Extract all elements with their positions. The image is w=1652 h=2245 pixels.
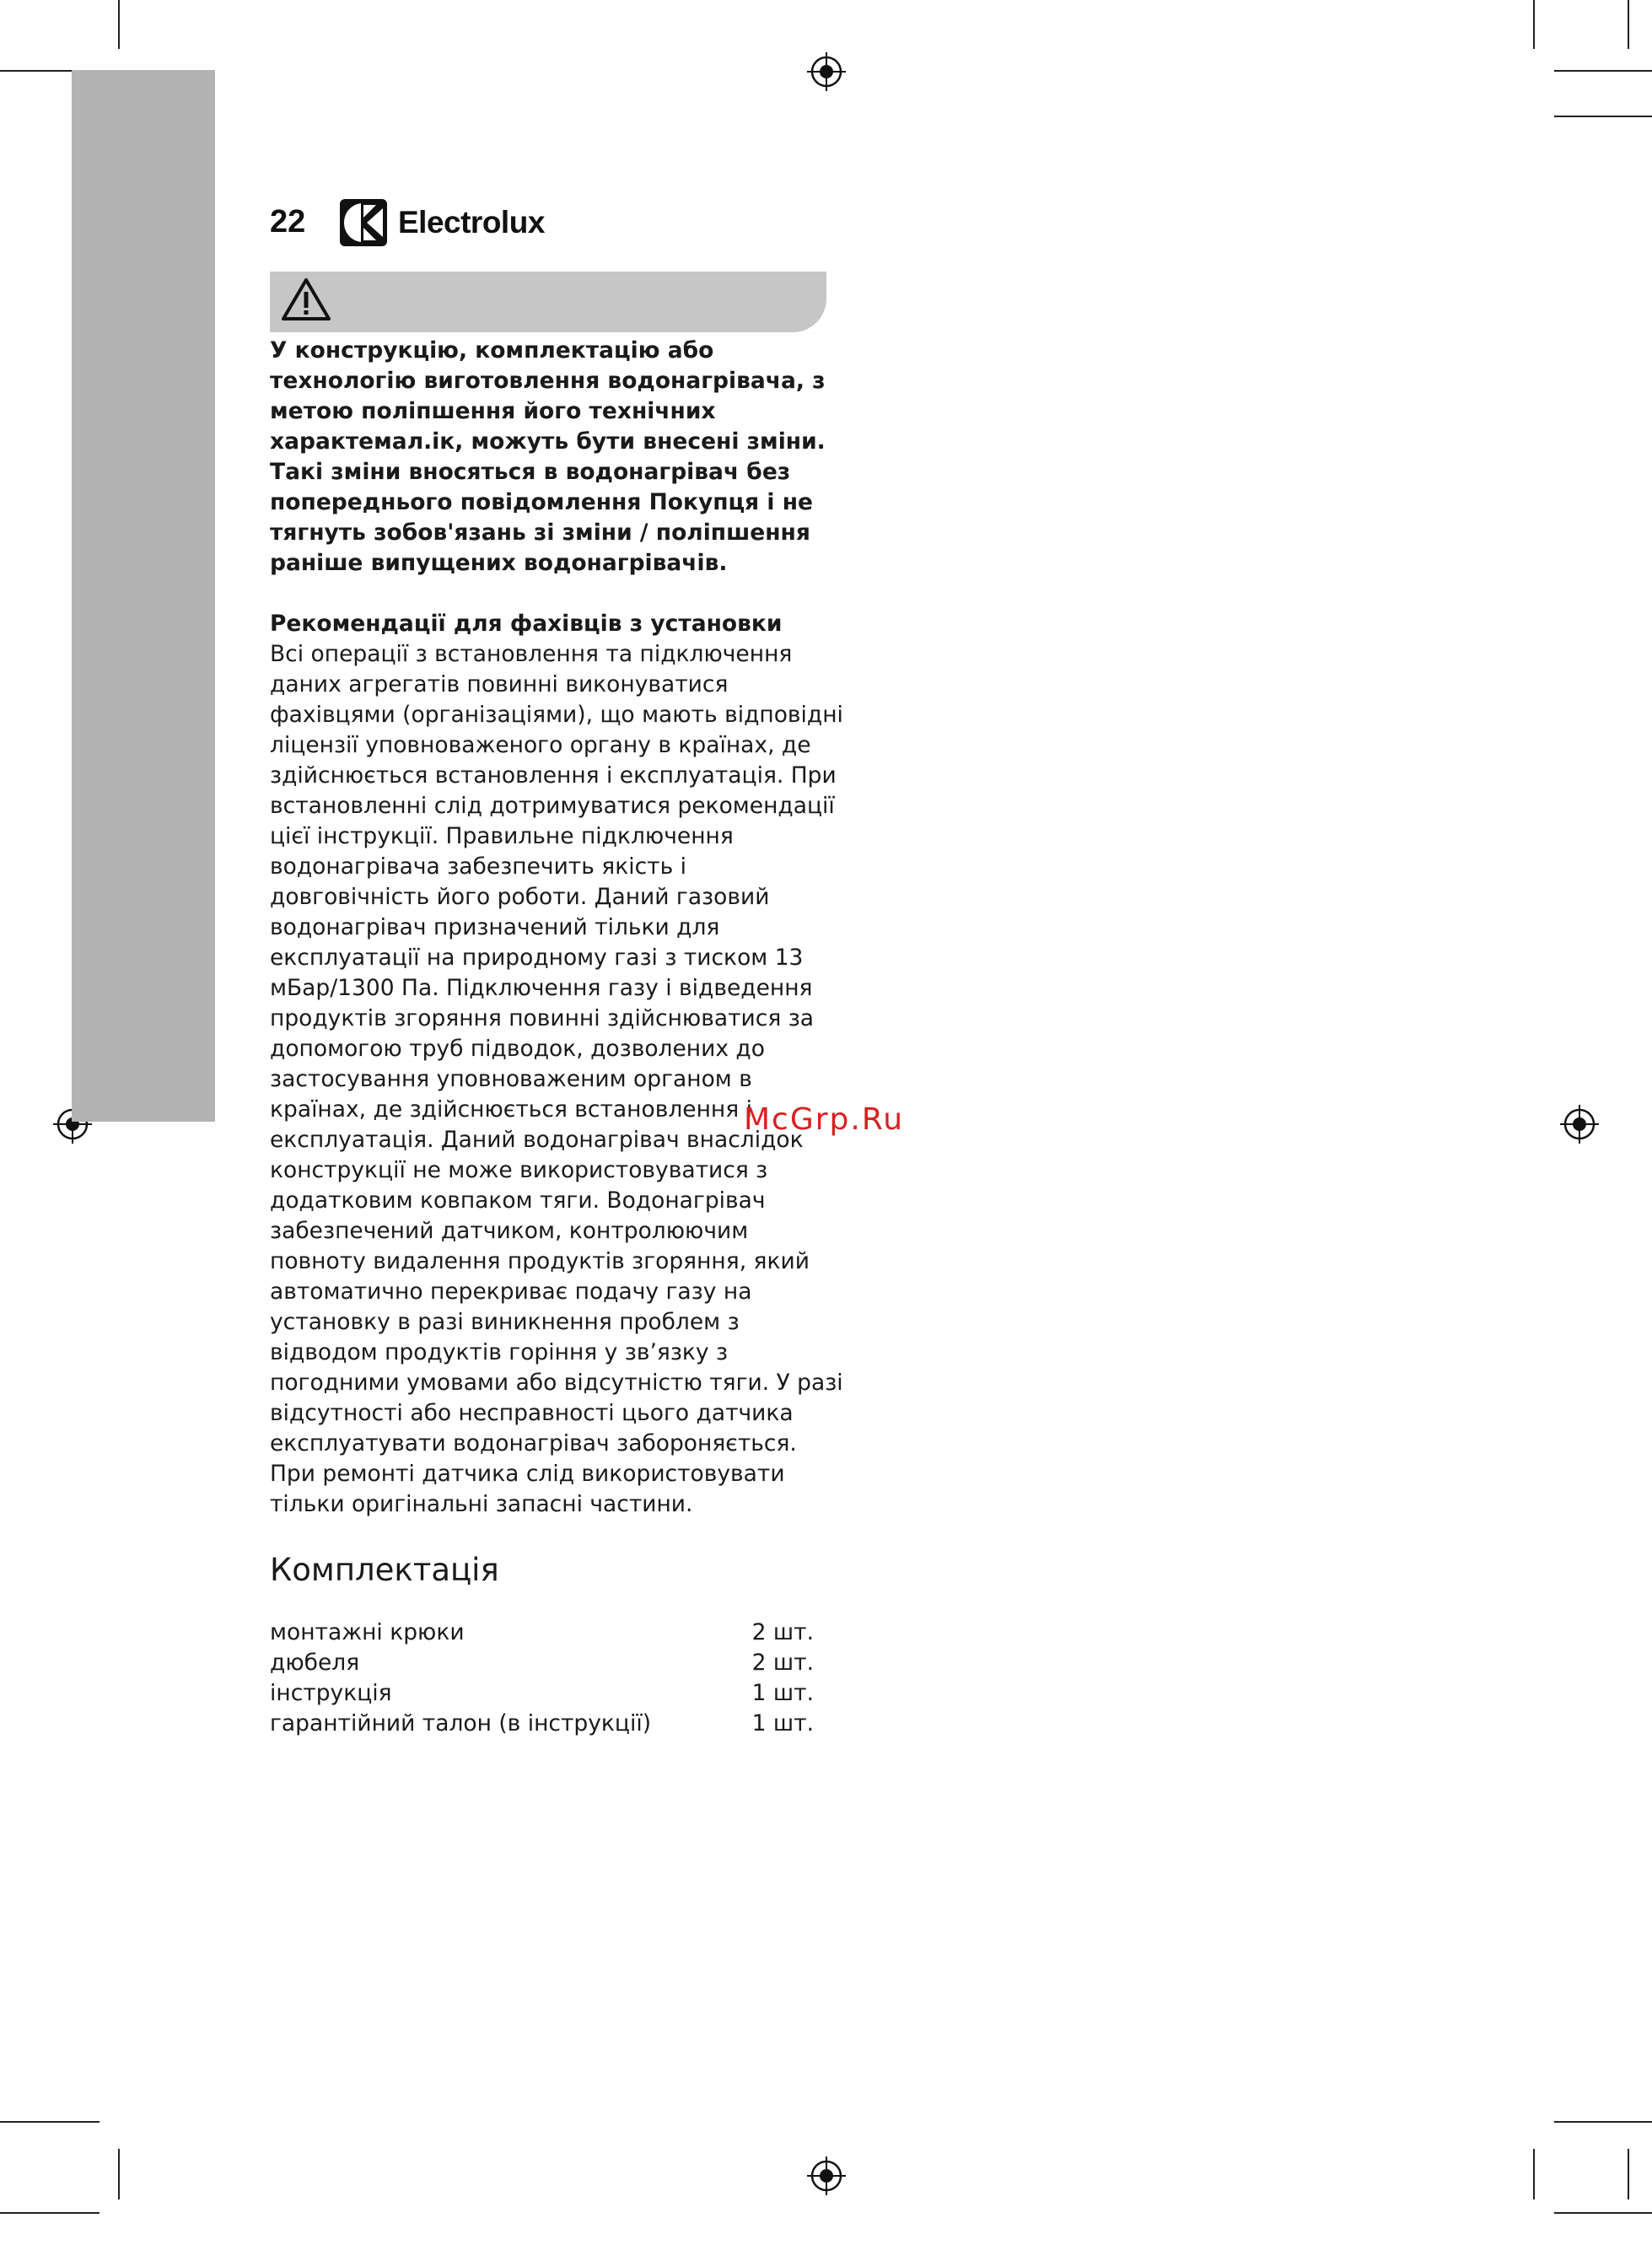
section-heading: Рекомендації для фахівців з установки <box>270 611 783 637</box>
crop-mark <box>1533 0 1535 49</box>
kit-item-name: монтажні крюки <box>270 1619 465 1645</box>
list-item <box>270 1709 814 1739</box>
list-item <box>270 1618 814 1648</box>
kit-item-qty: 2 шт. <box>751 1619 814 1645</box>
kit-item-qty: 2 шт. <box>751 1650 814 1676</box>
electrolux-logo-icon <box>339 198 388 247</box>
registration-mark-icon <box>1560 1105 1599 1144</box>
recommendations-text: Всі операції з встановлення та підключення даних агрегатів повинні виконуватися фахівцями (організаціями), що мають відповідні ліцензії уповноваженого органу в країнах, де здійснюється встановлення і експлуатація. При встановленні слід дотримуватися рекомендації цієї інструкції. Правильне підключення водонагрівача забезпечить якість і довговічність його роботи. Даний газовий водонагрівач призначений тільки для експлуатації на природному газі з тиском 13 мБар/1300 Па. Підключення газу і відведення продуктів згоряння повинні здійснюватися за допомогою труб підводок, дозволених до застосування уповноваженим органом в країнах, де здійснюється встановлення і експлуатація. Даний водонагрівач внаслідок конструкції не може використовуватися з додатковим ковпаком тяги. Водонагрівач забезпечений датчиком, контролюючим повноту видалення продуктів згоряння, який автоматично перекриває подачу газу на установку в разі виникнення проблем з відводом продуктів горіння у зв’язку з погодними умовами або відсутністю тяги. У разі відсутності або несправності цього датчика експлуатувати водонагрівач забороняється. При ремонті датчика слід використовувати тільки оригінальні запасні частини. <box>270 641 843 1517</box>
registration-mark-icon <box>807 52 846 91</box>
crop-mark <box>1554 116 1652 117</box>
warning-triangle-icon <box>280 277 332 322</box>
crop-mark <box>118 2149 120 2199</box>
watermark: McGrp.Ru <box>744 1102 905 1137</box>
crop-mark <box>0 2121 100 2123</box>
registration-mark-icon <box>807 2156 846 2195</box>
list-item <box>270 1678 814 1709</box>
warning-band <box>270 272 826 332</box>
crop-mark <box>1628 0 1629 49</box>
kit-item-name: дюбеля <box>270 1650 360 1676</box>
warning-text: У конструкцію, комплектацію або технологію виготовлення водонагрівача, з метою поліпшення його технічних характемал.ік, можуть бути внесені зміни. Такі зміни вносяться в водонагрівач без попереднього повідомлення Покупця і не тягнуть зобов'язань зі зміни / поліпшення раніше випущених водонагрівачів. <box>270 337 826 576</box>
kit-item-name: інструкція <box>270 1680 392 1706</box>
brand-name: Electrolux <box>398 205 545 240</box>
side-bar <box>72 70 215 1122</box>
kit-title: Комплектація <box>270 1552 499 1588</box>
main-content <box>270 336 843 1739</box>
crop-mark <box>1554 70 1652 72</box>
crop-mark <box>1533 2149 1535 2199</box>
list-item <box>270 1648 814 1678</box>
kit-item-qty: 1 шт. <box>751 1710 814 1736</box>
kit-list <box>270 1618 814 1739</box>
page-number: 22 <box>270 204 306 240</box>
kit-item-qty: 1 шт. <box>751 1680 814 1706</box>
crop-mark <box>1554 2212 1652 2214</box>
crop-mark <box>1628 2149 1629 2199</box>
crop-mark <box>118 0 120 49</box>
crop-mark <box>1554 2121 1652 2123</box>
crop-mark <box>0 2212 100 2214</box>
kit-item-name: гарантійний талон (в інструкції) <box>270 1710 652 1736</box>
brand-logo <box>339 197 545 248</box>
